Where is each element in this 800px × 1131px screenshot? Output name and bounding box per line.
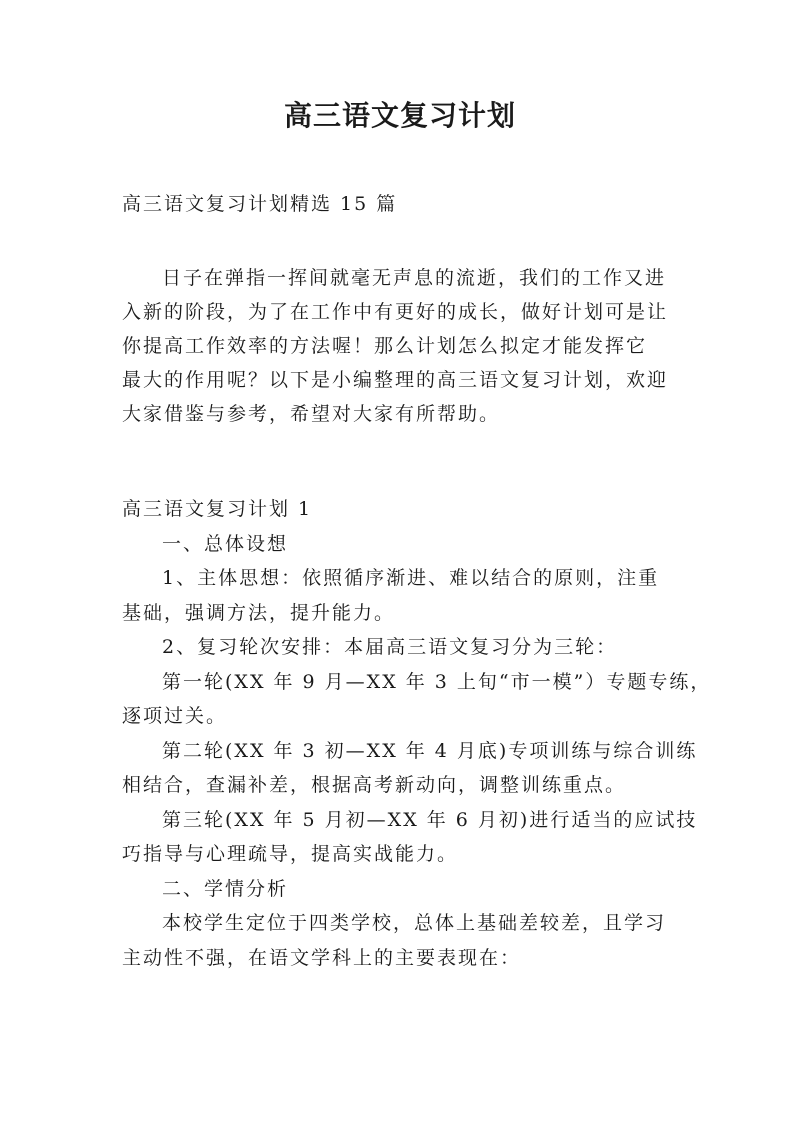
body-line: 第一轮(XX 年 9 月—XX 年 3 上旬“市一模”）专题专练， (162, 670, 712, 693)
subsection-heading: 一、总体设想 (162, 532, 289, 555)
body-line: 主动性不强，在语文学科上的主要表现在： (122, 946, 522, 969)
document-title: 高三语文复习计划 (283, 99, 516, 132)
body-line: 第二轮(XX 年 3 初—XX 年 4 月底)专项训练与综合训练 (162, 739, 698, 762)
body-line: 相结合，查漏补差，根据高考新动向，调整训练重点。 (122, 774, 627, 796)
body-line: 本校学生定位于四类学校，总体上基础差较差，且学习 (162, 912, 667, 934)
intro-line: 你提高工作效率的方法喔！那么计划怎么拟定才能发挥它 (122, 335, 648, 357)
body-line: 2、复习轮次安排：本届高三语文复习分为三轮： (162, 636, 618, 658)
plan-body (122, 492, 712, 975)
document-subtitle: 高三语文复习计划精选 15 篇 (122, 193, 398, 215)
intro-line: 最大的作用呢？以下是小编整理的高三语文复习计划，欢迎 (122, 369, 669, 391)
body-line: 巧指导与心理疏导，提高实战能力。 (122, 843, 459, 865)
intro-line: 入新的阶段，为了在工作中有更好的成长，做好计划可是让 (122, 301, 669, 323)
body-line: 1、主体思想：依照循序渐进、难以结合的原则，注重 (162, 567, 660, 589)
intro-line: 日子在弹指一挥间就毫无声息的流逝，我们的工作又进 (162, 267, 667, 289)
body-line: 第三轮(XX 年 5 月初—XX 年 6 月初)进行适当的应试技 (162, 808, 698, 831)
section-heading: 高三语文复习计划 1 (122, 498, 313, 520)
intro-line: 大家借鉴与参考，希望对大家有所帮助。 (122, 403, 501, 425)
subsection-heading: 二、学情分析 (162, 877, 289, 900)
body-line: 基础，强调方法，提升能力。 (122, 601, 396, 624)
body-line: 逐项过关。 (122, 705, 228, 727)
intro-paragraph (122, 261, 682, 431)
